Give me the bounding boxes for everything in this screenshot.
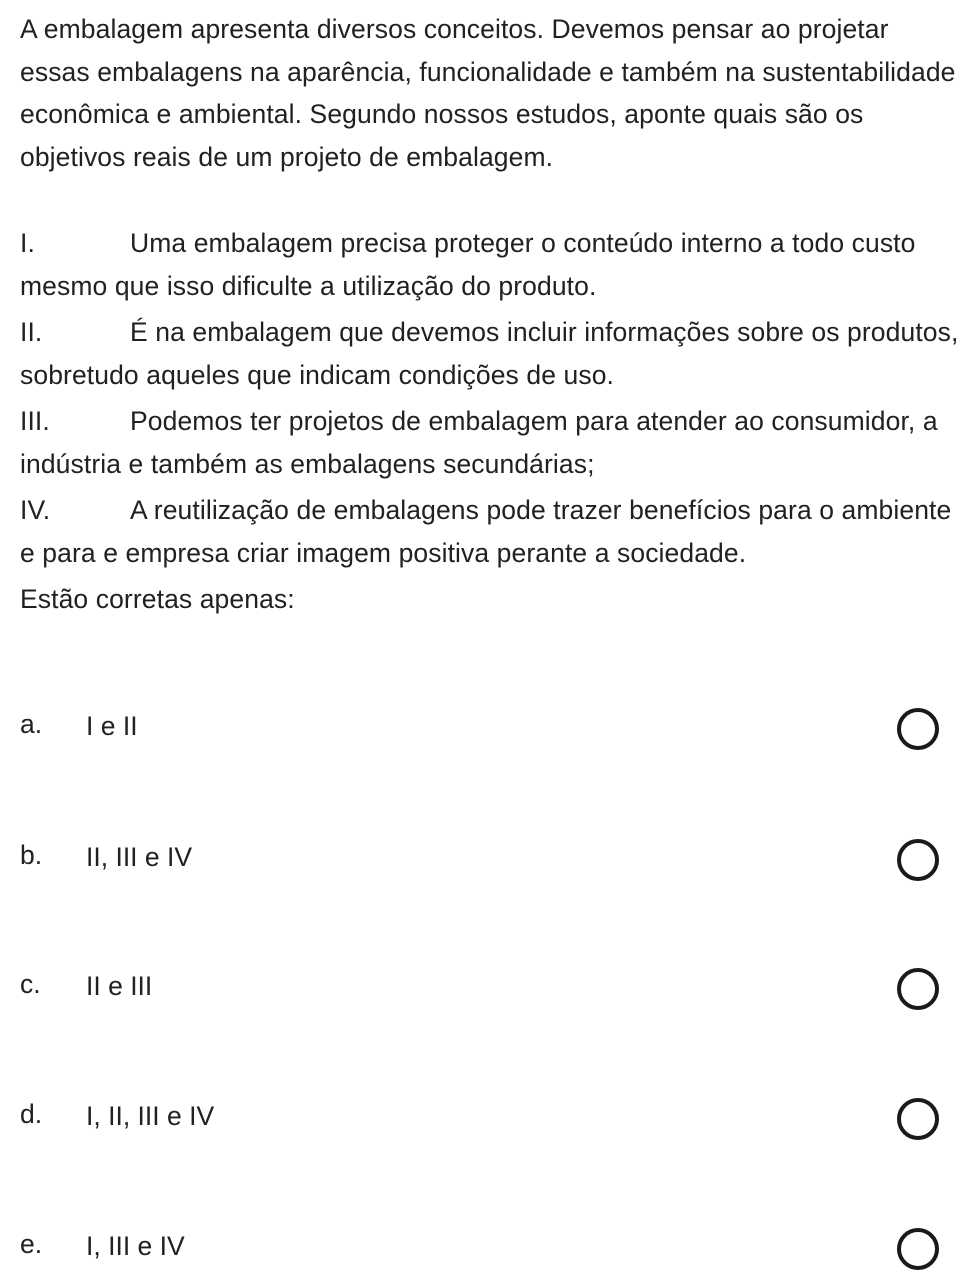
- statement-text: Podemos ter projetos de embalagem para atender ao consumidor, a indústria e também as embalagens secundárias;: [20, 406, 938, 479]
- radio-button-icon[interactable]: [897, 1098, 939, 1140]
- statement-2: [20, 311, 960, 396]
- statement-number: II.: [20, 317, 43, 347]
- option-letter: c.: [20, 969, 41, 999]
- option-letter: a.: [20, 709, 43, 739]
- option-text: II, III e IV: [86, 842, 193, 872]
- statement-3: [20, 400, 960, 485]
- option-d[interactable]: [0, 1096, 971, 1156]
- radio-button-icon[interactable]: [897, 708, 939, 750]
- question-intro: A embalagem apresenta diversos conceitos. Devemos pensar ao projetar essas embalagens na aparência, funcionalidade e também na sustentabilidade econômica e ambiental. Segundo nossos estudos, aponte quais são os objetivos reais de um projeto de embalagem.: [20, 14, 956, 172]
- option-text: I, III e IV: [86, 1231, 185, 1261]
- radio-button-icon[interactable]: [897, 968, 939, 1010]
- radio-button-icon[interactable]: [897, 1228, 939, 1270]
- statement-number: I.: [20, 228, 35, 258]
- option-letter: b.: [20, 840, 43, 870]
- radio-button-icon[interactable]: [897, 839, 939, 881]
- option-text: I, II, III e IV: [86, 1101, 215, 1131]
- statement-text: Uma embalagem precisa proteger o conteúdo interno a todo custo mesmo que isso dificulte a utilização do produto.: [20, 228, 916, 301]
- statement-text: É na embalagem que devemos incluir informações sobre os produtos, sobretudo aqueles que indicam condições de uso.: [20, 317, 959, 390]
- statement-text: A reutilização de embalagens pode trazer benefícios para o ambiente e para e empresa criar imagem positiva perante a sociedade.: [20, 495, 952, 568]
- question-block: [20, 8, 960, 621]
- option-b[interactable]: [0, 837, 971, 897]
- question-closing: Estão corretas apenas:: [20, 584, 295, 614]
- option-text: II e III: [86, 971, 153, 1001]
- option-c[interactable]: [0, 966, 971, 1026]
- option-e[interactable]: [0, 1226, 971, 1286]
- statement-number: III.: [20, 406, 50, 436]
- option-letter: e.: [20, 1229, 43, 1259]
- statement-number: IV.: [20, 495, 51, 525]
- option-text: I e II: [86, 711, 138, 741]
- option-a[interactable]: [0, 706, 971, 766]
- statement-4: [20, 489, 960, 574]
- option-letter: d.: [20, 1099, 43, 1129]
- statement-1: [20, 222, 960, 307]
